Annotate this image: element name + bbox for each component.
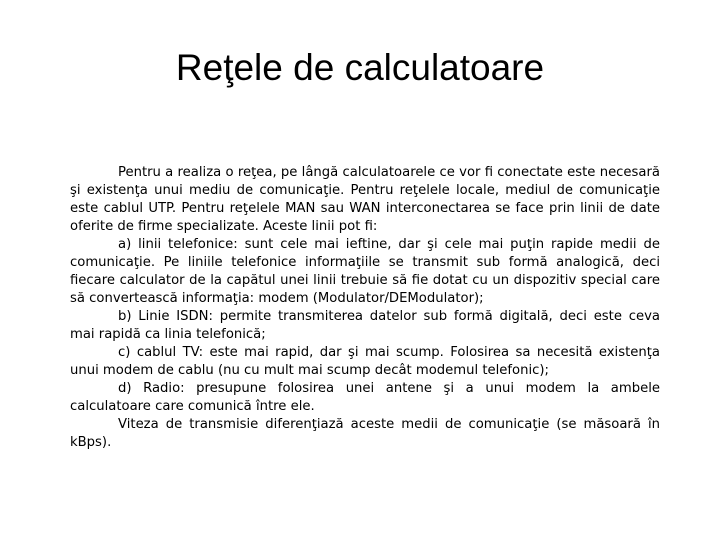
slide-body bbox=[70, 164, 660, 452]
paragraph-tv-cable: c) cablul TV: este mai rapid, dar şi mai scump. Folosirea sa necesită existenţa unui modem de cablu (nu cu mult mai scump decât modemul telefonic); bbox=[70, 345, 660, 378]
paragraph-radio: d) Radio: presupune folosirea unei antene şi a unui modem la ambele calculatoare care comunică între ele. bbox=[70, 381, 660, 414]
paragraph-intro: Pentru a realiza o reţea, pe lângă calculatoarele ce vor fi conectate este necesară şi existenţa unui mediu de comunicaţie. Pentru reţelele locale, mediul de comunicaţie este cablul UTP. Pentru reţelele MAN sau WAN interconectarea se face prin linii de date oferite de firme specializate. Aceste linii pot fi: bbox=[70, 165, 660, 234]
paragraph-isdn-line: b) Linie ISDN: permite transmiterea datelor sub formă digitală, deci este ceva mai rapidă ca linia telefonică; bbox=[70, 309, 660, 342]
slide-title: Reţele de calculatoare bbox=[175, 47, 545, 88]
paragraph-transmission-speed: Viteza de transmisie diferenţiază aceste medii de comunicaţie (se măsoară în kBps). bbox=[70, 417, 660, 450]
paragraph-telephone-lines: a) linii telefonice: sunt cele mai ieftine, dar şi cele mai puţin rapide medii de comunicaţie. Pe liniile telefonice informaţiile se transmit sub formă analogică, deci fiecare calculator de la capătul unei linii trebuie să fie dotat cu un dispozitiv special care să convertească informaţia: modem (Modulator/DEModulator); bbox=[70, 237, 660, 306]
